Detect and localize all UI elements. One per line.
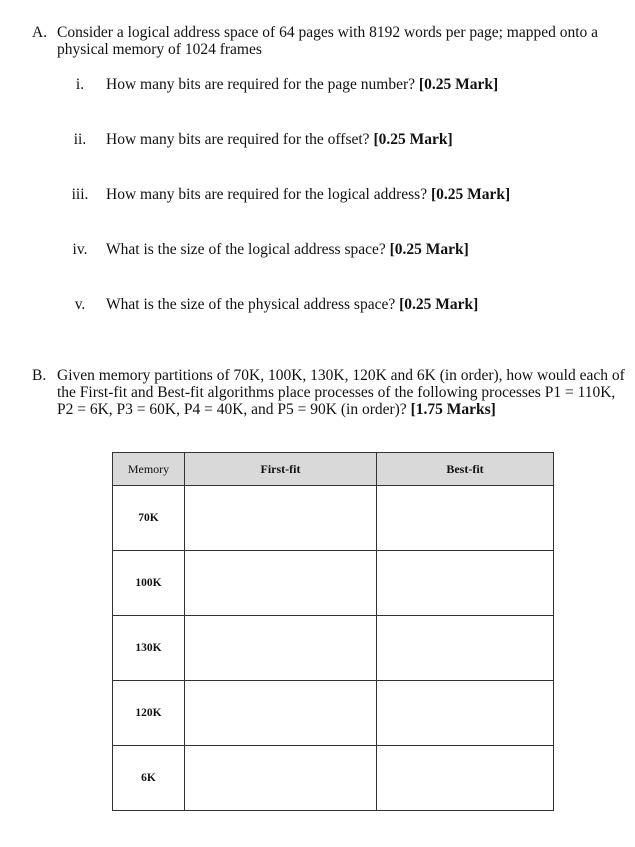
header-first-fit: First-fit <box>185 453 377 486</box>
memory-cell: 130K <box>113 616 185 681</box>
question-body: How many bits are required for the page number? <box>106 76 416 93</box>
question-a-v <box>54 296 614 313</box>
question-text <box>106 241 614 258</box>
part-b-intro <box>32 367 628 418</box>
question-number: iv. <box>72 241 88 258</box>
best-fit-cell[interactable] <box>377 616 554 681</box>
table-row <box>113 551 554 616</box>
question-body: How many bits are required for the offset? <box>106 131 370 148</box>
best-fit-cell[interactable] <box>377 486 554 551</box>
best-fit-cell[interactable] <box>377 681 554 746</box>
header-best-fit: Best-fit <box>377 453 554 486</box>
first-fit-cell[interactable] <box>185 486 377 551</box>
first-fit-cell[interactable] <box>185 681 377 746</box>
table-header-row <box>113 453 554 486</box>
question-a-ii <box>54 131 614 148</box>
best-fit-cell[interactable] <box>377 551 554 616</box>
question-number: ii. <box>73 131 87 148</box>
question-a-iv <box>54 241 614 258</box>
question-text <box>106 296 614 313</box>
question-text <box>106 131 614 148</box>
question-number: i. <box>75 76 85 93</box>
first-fit-cell[interactable] <box>185 616 377 681</box>
question-body: What is the size of the physical address space? <box>106 296 396 313</box>
question-mark: [0.25 Mark] <box>430 186 511 203</box>
part-b-mark: [1.75 Marks] <box>410 401 496 418</box>
memory-cell: 100K <box>113 551 185 616</box>
question-mark: [0.25 Mark] <box>399 296 479 313</box>
question-body: What is the size of the logical address space? <box>106 241 386 258</box>
question-text <box>106 186 614 203</box>
question-a-i <box>54 76 614 93</box>
question-mark: [0.25 Mark] <box>389 241 469 258</box>
first-fit-cell[interactable] <box>185 551 377 616</box>
table-row <box>113 746 554 811</box>
first-fit-cell[interactable] <box>185 746 377 811</box>
best-fit-cell[interactable] <box>377 746 554 811</box>
table-row <box>113 616 554 681</box>
question-body: How many bits are required for the logical address? <box>106 186 428 203</box>
question-number: v. <box>74 296 86 313</box>
question-text <box>106 76 614 93</box>
part-a-label: A. <box>32 24 48 41</box>
memory-cell: 70K <box>113 486 185 551</box>
question-number: iii. <box>71 186 89 203</box>
part-b-label: B. <box>32 367 47 384</box>
table-row <box>113 486 554 551</box>
memory-allocation-table <box>112 452 554 811</box>
question-mark: [0.25 Mark] <box>373 131 453 148</box>
question-a-iii <box>54 186 614 203</box>
question-mark: [0.25 Mark] <box>418 76 499 93</box>
header-memory: Memory <box>113 453 185 486</box>
part-b-text: Given memory partitions of 70K, 100K, 130K, 120K and 6K (in order), how would each of the First-fit and Best-fit algorithms place processes of the following processes P1 = 110K, P2 = 6K, P3 = 60K, P4 = 40K, and P5 = 90K (in order)? <box>57 367 625 418</box>
part-a-intro <box>32 24 628 58</box>
memory-cell: 6K <box>113 746 185 811</box>
part-b-text-wrap <box>57 367 628 418</box>
memory-cell: 120K <box>113 681 185 746</box>
part-a-text: Consider a logical address space of 64 pages with 8192 words per page; mapped onto a physical memory of 1024 frames <box>57 24 599 58</box>
table-row <box>113 681 554 746</box>
